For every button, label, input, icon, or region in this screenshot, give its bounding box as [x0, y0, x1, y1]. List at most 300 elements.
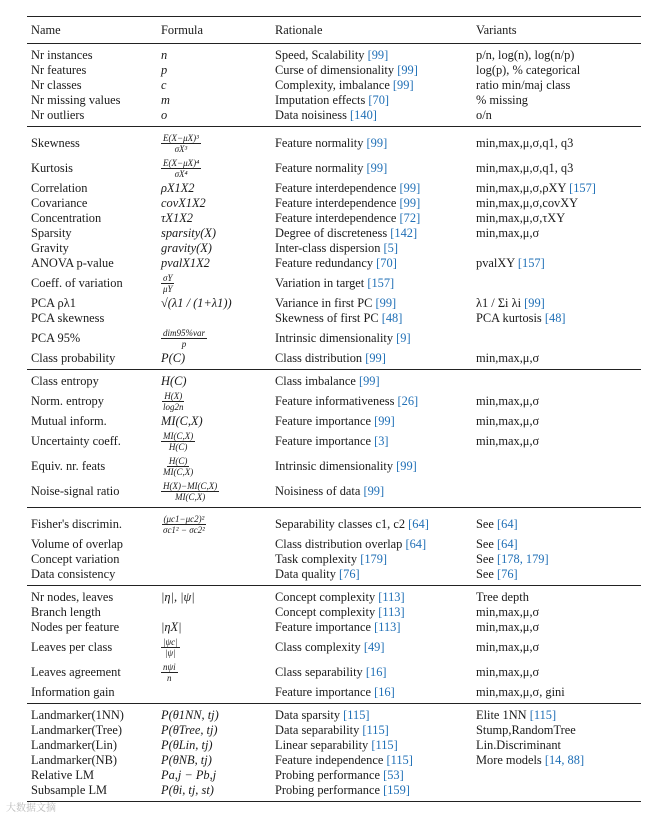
- citation: [49]: [363, 640, 385, 654]
- formula-cell: [157, 704, 271, 724]
- citation: [159]: [383, 783, 410, 797]
- formula-cell: [157, 454, 271, 479]
- table-row: [27, 567, 641, 586]
- table-row: [27, 311, 641, 326]
- table-row: [27, 429, 641, 454]
- fraction: [161, 391, 186, 412]
- metafeature-name: Landmarker(1NN): [31, 708, 124, 722]
- rationale-cell: [271, 226, 472, 241]
- fraction-numerator: |ψc|: [163, 637, 178, 647]
- rationale-cell: [271, 685, 472, 704]
- fraction-numerator: nψi: [163, 662, 176, 672]
- rationale-cell: [271, 271, 472, 296]
- rationale-cell: [271, 296, 472, 311]
- citation: [99]: [365, 351, 386, 365]
- fraction-numerator: E(X−μX)³: [163, 133, 199, 143]
- variants-text: min,max,μ,σ: [476, 351, 540, 365]
- table-row: [27, 326, 641, 351]
- feature-group: [27, 704, 641, 802]
- formula-cell: [157, 351, 271, 370]
- table-row: [27, 44, 641, 64]
- fraction-denominator: H(C): [168, 442, 188, 452]
- metafeature-name: Covariance: [31, 196, 88, 210]
- rationale-cell: [271, 660, 472, 685]
- metafeature-name: Relative LM: [31, 768, 94, 782]
- table-row: [27, 241, 641, 256]
- rationale-cell: [271, 429, 472, 454]
- rationale-cell: [271, 256, 472, 271]
- citation: [53]: [383, 768, 404, 782]
- citation: [99]: [367, 48, 389, 62]
- fraction-denominator: |ψ|: [165, 648, 176, 658]
- variants-text: min,max,μ,σ: [476, 605, 540, 619]
- fraction: [161, 514, 207, 535]
- variants-cell: [472, 271, 641, 296]
- table-row: [27, 685, 641, 704]
- rationale-cell: [271, 537, 472, 552]
- fraction-numerator: dim95%var: [163, 328, 205, 338]
- rationale-text: Data quality: [275, 567, 336, 581]
- metafeature-name: Subsample LM: [31, 783, 108, 797]
- rationale-cell: [271, 196, 472, 211]
- formula-text: P(θ1NN, tj): [161, 708, 219, 722]
- variants-citation: [48]: [544, 311, 566, 325]
- fraction-numerator: MI(C,X): [163, 431, 194, 441]
- fraction-denominator: σc1² − σc2²: [163, 525, 205, 535]
- fraction-numerator: H(X): [164, 391, 183, 401]
- metafeature-name: Landmarker(NB): [31, 753, 118, 767]
- rationale-cell: [271, 586, 472, 606]
- feature-group: [27, 370, 641, 508]
- formula-cell: [157, 479, 271, 508]
- variants-cell: [472, 44, 641, 64]
- formula-text: p: [161, 63, 168, 77]
- metafeature-name: Concept variation: [31, 552, 120, 566]
- variants-text: See: [476, 517, 494, 531]
- citation: [16]: [365, 665, 387, 679]
- formula-cell: [157, 635, 271, 660]
- rationale-text: Intrinsic dimensionality: [275, 331, 394, 345]
- header-variants: Variants: [476, 22, 517, 37]
- metafeature-name: Leaves per class: [31, 640, 113, 654]
- variants-text: p/n, log(n), log(n/p): [476, 48, 575, 62]
- metafeature-name: Landmarker(Lin): [31, 738, 118, 752]
- citation: [115]: [386, 753, 413, 767]
- variants-text: min,max,μ,σ,q1, q3: [476, 136, 574, 150]
- rationale-text: Task complexity: [275, 552, 358, 566]
- fraction: [161, 273, 175, 294]
- metafeature-name: Nr nodes, leaves: [31, 590, 114, 604]
- formula-cell: [157, 181, 271, 196]
- fraction: [161, 328, 207, 349]
- metafeature-name: Fisher's discrimin.: [31, 517, 123, 531]
- variants-text: min,max,μ,σ: [476, 414, 540, 428]
- variants-cell: [472, 753, 641, 768]
- table-row: [27, 454, 641, 479]
- variants-text: More models: [476, 753, 542, 767]
- variants-text: See: [476, 567, 494, 581]
- formula-cell: [157, 196, 271, 211]
- citation: [99]: [399, 196, 421, 210]
- metafeature-name: Skewness: [31, 136, 80, 150]
- variants-cell: [472, 108, 641, 127]
- rationale-text: Separability classes c1, c2: [275, 517, 406, 531]
- variants-cell: [472, 635, 641, 660]
- variants-cell: [472, 93, 641, 108]
- metafeature-name: Noise-signal ratio: [31, 484, 120, 498]
- rationale-text: Class distribution overlap: [275, 537, 403, 551]
- rationale-cell: [271, 704, 472, 724]
- formula-cell: [157, 108, 271, 127]
- table-row: [27, 704, 641, 724]
- variants-cell: [472, 723, 641, 738]
- formula-text: τX1X2: [161, 211, 193, 225]
- formula-cell: [157, 226, 271, 241]
- rationale-cell: [271, 156, 472, 181]
- variants-cell: [472, 196, 641, 211]
- variants-citation: [178, 179]: [497, 552, 549, 566]
- formula-cell: [157, 156, 271, 181]
- table-row: [27, 537, 641, 552]
- formula-cell: [157, 271, 271, 296]
- citation: [3]: [374, 434, 389, 448]
- formula-cell: [157, 256, 271, 271]
- rationale-text: Curse of dimensionality: [275, 63, 395, 77]
- formula-cell: [157, 296, 271, 311]
- rationale-cell: [271, 389, 472, 414]
- rationale-cell: [271, 552, 472, 567]
- fraction-numerator: H(C): [168, 456, 188, 466]
- rationale-cell: [271, 181, 472, 196]
- rationale-text: Data noisiness: [275, 108, 347, 122]
- formula-cell: [157, 738, 271, 753]
- metafeature-name: Class entropy: [31, 374, 99, 388]
- rationale-cell: [271, 78, 472, 93]
- variants-cell: [472, 508, 641, 538]
- table-row: [27, 156, 641, 181]
- metafeature-name: Norm. entropy: [31, 394, 104, 408]
- variants-cell: [472, 389, 641, 414]
- rationale-cell: [271, 326, 472, 351]
- formula-text: ρX1X2: [161, 181, 195, 195]
- variants-text: pvalXY: [476, 256, 515, 270]
- metafeature-name: Mutual inform.: [31, 414, 107, 428]
- variants-citation: [64]: [497, 517, 518, 531]
- table-row: [27, 660, 641, 685]
- metafeature-name: Sparsity: [31, 226, 72, 240]
- variants-text: See: [476, 552, 494, 566]
- formula-cell: [157, 44, 271, 64]
- fraction-denominator: σX⁴: [174, 169, 188, 179]
- formula-cell: [157, 429, 271, 454]
- metafeature-name: Landmarker(Tree): [31, 723, 123, 737]
- variants-text: Elite 1NN: [476, 708, 527, 722]
- header-name: Name: [31, 22, 61, 37]
- rationale-cell: [271, 723, 472, 738]
- variants-citation: [76]: [497, 567, 518, 581]
- metafeature-name: Nr outliers: [31, 108, 85, 122]
- rationale-text: Speed, Scalability: [275, 48, 365, 62]
- variants-text: min,max,μ,σ,covXY: [476, 196, 579, 210]
- metafeature-name: PCA skewness: [31, 311, 105, 325]
- citation: [99]: [363, 484, 385, 498]
- rationale-cell: [271, 620, 472, 635]
- rationale-cell: [271, 211, 472, 226]
- variants-cell: [472, 552, 641, 567]
- variants-cell: [472, 127, 641, 157]
- variants-cell: [472, 567, 641, 586]
- rationale-cell: [271, 351, 472, 370]
- feature-group: [27, 508, 641, 586]
- rationale-cell: [271, 63, 472, 78]
- metafeature-name: Information gain: [31, 685, 115, 699]
- variants-cell: [472, 738, 641, 753]
- rationale-text: Feature redundancy: [275, 256, 374, 270]
- rationale-text: Skewness of first PC: [275, 311, 379, 325]
- feature-group: [27, 586, 641, 704]
- rationale-text: Concept complexity: [275, 590, 376, 604]
- metafeature-name: Concentration: [31, 211, 102, 225]
- feature-group: [27, 127, 641, 370]
- rationale-text: Degree of discreteness: [275, 226, 388, 240]
- formula-cell: [157, 127, 271, 157]
- fraction-numerator: E(X−μX)⁴: [163, 158, 200, 168]
- variants-citation: [157]: [517, 256, 545, 270]
- citation: [64]: [405, 537, 427, 551]
- variants-citation: [14, 88]: [544, 753, 585, 767]
- table-row: [27, 768, 641, 783]
- variants-text: See: [476, 537, 494, 551]
- formula-cell: [157, 211, 271, 226]
- formula-cell: [157, 326, 271, 351]
- fraction-denominator: p: [181, 339, 187, 349]
- rationale-text: Variation in target: [275, 276, 365, 290]
- metafeature-name: Gravity: [31, 241, 69, 255]
- rationale-text: Class complexity: [275, 640, 361, 654]
- variants-text: min,max,μ,σ: [476, 620, 540, 634]
- formula-cell: [157, 753, 271, 768]
- rationale-cell: [271, 108, 472, 127]
- formula-text: gravity(X): [161, 241, 212, 255]
- fraction-denominator: MI(C,X): [163, 467, 194, 477]
- table-row: [27, 196, 641, 211]
- rationale-text: Intrinsic dimensionality: [275, 459, 394, 473]
- rationale-cell: [271, 605, 472, 620]
- citation: [142]: [390, 226, 418, 240]
- metafeature-name: Data consistency: [31, 567, 116, 581]
- citation: [99]: [366, 161, 388, 175]
- metafeature-name: PCA ρλ1: [31, 296, 76, 310]
- header-rationale: Rationale: [275, 22, 323, 37]
- variants-cell: [472, 211, 641, 226]
- rationale-cell: [271, 93, 472, 108]
- citation: [70]: [376, 256, 397, 270]
- rationale-text: Concept complexity: [275, 605, 376, 619]
- rationale-cell: [271, 567, 472, 586]
- formula-text: sparsity(X): [161, 226, 217, 240]
- metafeature-name: Nr features: [31, 63, 87, 77]
- table-row: [27, 414, 641, 429]
- rationale-text: Feature informativeness: [275, 394, 395, 408]
- rationale-cell: [271, 370, 472, 390]
- table-row: [27, 271, 641, 296]
- citation: [99]: [399, 181, 421, 195]
- formula-cell: [157, 370, 271, 390]
- rationale-text: Class separability: [275, 665, 363, 679]
- fraction-denominator: log2n: [163, 402, 184, 412]
- variants-cell: [472, 241, 641, 256]
- formula-text: P(θTree, tj): [161, 723, 218, 737]
- formula-cell: [157, 93, 271, 108]
- formula-text: o: [161, 108, 168, 122]
- formula-cell: [157, 586, 271, 606]
- formula-text: P(θi, tj, st): [161, 783, 214, 797]
- variants-cell: [472, 78, 641, 93]
- table-row: [27, 226, 641, 241]
- formula-text: H(C): [161, 374, 187, 388]
- formula-text: c: [161, 78, 167, 92]
- rationale-text: Feature importance: [275, 414, 371, 428]
- rationale-cell: [271, 311, 472, 326]
- metafeature-name: Nr instances: [31, 48, 93, 62]
- formula-cell: [157, 78, 271, 93]
- table-row: [27, 93, 641, 108]
- formula-cell: [157, 389, 271, 414]
- table-row: [27, 508, 641, 538]
- metafeature-name: Correlation: [31, 181, 88, 195]
- rationale-text: Feature normality: [275, 136, 364, 150]
- table-row: [27, 620, 641, 635]
- formula-text: pvalX1X2: [161, 256, 210, 270]
- metafeature-name: Nodes per feature: [31, 620, 120, 634]
- feature-group: [27, 44, 641, 127]
- rationale-cell: [271, 508, 472, 538]
- formula-cell: [157, 537, 271, 552]
- formula-cell: [157, 620, 271, 635]
- variants-text: min,max,μ,σ: [476, 394, 540, 408]
- variants-cell: [472, 63, 641, 78]
- rationale-text: Variance in first PC: [275, 296, 373, 310]
- formula-text: |ηX|: [161, 620, 182, 634]
- variants-text: min,max,μ,σ: [476, 665, 540, 679]
- variants-text: Lin.Discriminant: [476, 738, 561, 752]
- variants-text: min,max,μ,σ,q1, q3: [476, 161, 574, 175]
- variants-cell: [472, 414, 641, 429]
- variants-cell: [472, 660, 641, 685]
- metafeature-name: Class probability: [31, 351, 116, 365]
- citation: [99]: [358, 374, 380, 388]
- rationale-text: Feature importance: [275, 685, 371, 699]
- variants-cell: [472, 256, 641, 271]
- citation: [99]: [397, 63, 418, 77]
- citation: [115]: [362, 723, 389, 737]
- rationale-text: Feature interdependence: [275, 181, 397, 195]
- variants-cell: [472, 479, 641, 508]
- formula-text: covX1X2: [161, 196, 206, 210]
- formula-cell: [157, 660, 271, 685]
- rationale-text: Complexity, imbalance: [275, 78, 390, 92]
- metafeature-name: PCA 95%: [31, 331, 81, 345]
- variants-cell: [472, 429, 641, 454]
- rationale-text: Feature importance: [275, 620, 371, 634]
- formula-cell: [157, 552, 271, 567]
- rationale-cell: [271, 127, 472, 157]
- rationale-cell: [271, 454, 472, 479]
- formula-cell: [157, 768, 271, 783]
- variants-cell: [472, 454, 641, 479]
- watermark: 大数据文摘: [6, 803, 56, 814]
- citation: [26]: [397, 394, 419, 408]
- variants-citation: [157]: [569, 181, 596, 195]
- formula-text: m: [161, 93, 170, 107]
- table-row: [27, 296, 641, 311]
- rationale-cell: [271, 635, 472, 660]
- formula-cell: [157, 414, 271, 429]
- citation: [5]: [383, 241, 398, 255]
- table-row: [27, 181, 641, 196]
- variants-text: min,max,μ,σ,τXY: [476, 211, 566, 225]
- variants-text: PCA kurtosis: [476, 311, 542, 325]
- fraction: [161, 431, 195, 452]
- variants-text: o/n: [476, 108, 492, 122]
- variants-text: λ1 / Σi λi: [476, 296, 522, 310]
- table-row: [27, 552, 641, 567]
- variants-cell: [472, 783, 641, 802]
- variants-cell: [472, 537, 641, 552]
- meta-features-table: [27, 16, 641, 802]
- variants-cell: [472, 605, 641, 620]
- rationale-text: Feature interdependence: [275, 196, 397, 210]
- rationale-text: Noisiness of data: [275, 484, 361, 498]
- variants-text: Stump,RandomTree: [476, 723, 576, 737]
- citation: [99]: [366, 136, 388, 150]
- variants-text: min,max,μ,σ: [476, 434, 540, 448]
- citation: [64]: [408, 517, 429, 531]
- rationale-cell: [271, 783, 472, 802]
- table-row: [27, 108, 641, 127]
- citation: [9]: [396, 331, 411, 345]
- formula-cell: [157, 63, 271, 78]
- variants-cell: [472, 586, 641, 606]
- rationale-text: Class distribution: [275, 351, 363, 365]
- metafeature-name: Leaves agreement: [31, 665, 121, 679]
- table-row: [27, 211, 641, 226]
- rationale-cell: [271, 44, 472, 64]
- variants-citation: [99]: [524, 296, 545, 310]
- variants-text: Tree depth: [476, 590, 529, 604]
- variants-text: % missing: [476, 93, 528, 107]
- formula-text: P(C): [161, 351, 186, 365]
- metafeature-name: Kurtosis: [31, 161, 73, 175]
- formula-text: √(λ1 / (1+λ1)): [161, 296, 232, 310]
- variants-text: min,max,μ,σ,ρXY: [476, 181, 566, 195]
- citation: [99]: [392, 78, 414, 92]
- citation: [115]: [343, 708, 370, 722]
- citation: [76]: [339, 567, 360, 581]
- citation: [179]: [360, 552, 388, 566]
- rationale-text: Linear separability: [275, 738, 369, 752]
- formula-text: P(θNB, tj): [161, 753, 212, 767]
- table-row: [27, 351, 641, 370]
- variants-text: ratio min/maj class: [476, 78, 571, 92]
- citation: [157]: [367, 276, 395, 290]
- metafeature-name: Uncertainty coeff.: [31, 434, 121, 448]
- fraction-numerator: σY: [163, 273, 173, 283]
- rationale-cell: [271, 753, 472, 768]
- citation: [99]: [374, 414, 395, 428]
- fraction: [161, 456, 195, 477]
- table-row: [27, 370, 641, 390]
